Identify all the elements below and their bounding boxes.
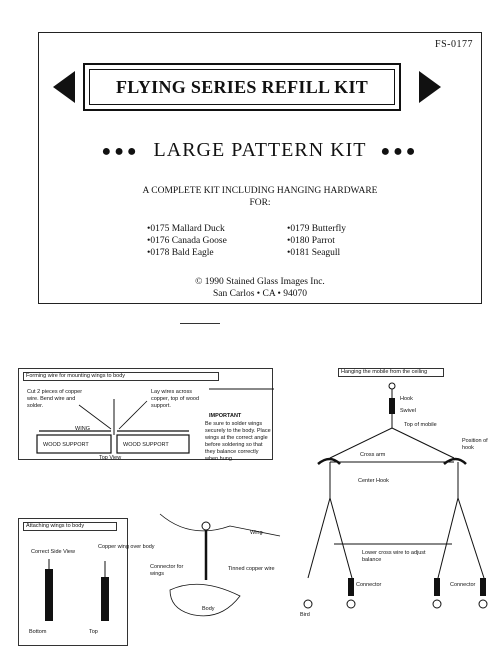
view-label: Bottom: [29, 629, 47, 635]
kit-description: [39, 185, 481, 209]
divider: [180, 323, 220, 324]
diagram-note: Cut 2 pieces of copper wire. Bend wire and solder.: [27, 389, 83, 409]
callout-label: Wing: [250, 530, 263, 536]
diagram-title: Attaching wings to body: [23, 522, 117, 531]
product-label-card: [38, 32, 482, 304]
support-label: WOOD SUPPORT: [123, 442, 169, 448]
copyright-line1: © 1990 Stained Glass Images Inc.: [195, 277, 325, 287]
bullet-dots-right: ●●●: [380, 143, 419, 160]
callout-label: Copper wing over body: [98, 544, 155, 550]
callout-label: Lower cross wire to adjust balance: [362, 550, 426, 563]
important-note: Be sure to solder wings securely to the body. Place wings at the correct angle before soldering so that they balance correctly when hung.: [205, 421, 271, 462]
callout-label: Connector: [356, 582, 382, 588]
wing-mounting-diagram: [18, 368, 273, 460]
important-heading: IMPORTANT: [209, 413, 242, 419]
wing-label: WING: [75, 426, 90, 432]
diagram-note: Lay wires across copper, top of wood support.: [151, 389, 200, 409]
view-label: Top View: [99, 455, 122, 461]
kit-title: FLYING SERIES REFILL KIT: [89, 69, 395, 105]
callout-label: Connector: [450, 582, 476, 588]
product-item: •0180 Parrot: [287, 236, 335, 246]
product-item: •0176 Canada Goose: [147, 236, 227, 246]
subtitle-row: [39, 139, 481, 162]
diagram-title: Hanging the mobile from the ceiling: [338, 368, 444, 377]
callout-label: Bird: [300, 612, 310, 618]
support-label: WOOD SUPPORT: [43, 442, 89, 448]
product-item: •0175 Mallard Duck: [147, 224, 225, 234]
hanging-mobile-diagram: [300, 368, 496, 648]
callout-label: Tinned copper wire: [228, 566, 275, 572]
title-frame: [83, 63, 401, 111]
callout-label: Swivel: [400, 408, 416, 414]
bullet-dots-left: ●●●: [101, 143, 140, 160]
diagram-title: Forming wire for mounting wings to body: [23, 372, 219, 381]
left-arrow-icon: [53, 71, 75, 103]
callout-label: Connector for wings: [150, 564, 184, 577]
callout-label: Top of mobile: [404, 422, 437, 428]
callout-label: Cross arm: [360, 452, 386, 458]
product-item: •0178 Bald Eagle: [147, 248, 214, 258]
diagram-subtitle: Correct Side View: [31, 549, 75, 555]
subtitle: LARGE PATTERN KIT: [153, 139, 367, 161]
wing-attachment-detail: [98, 510, 290, 640]
copyright-line2: San Carlos • CA • 94070: [212, 289, 307, 299]
copyright: [39, 276, 481, 300]
callout-label: Center Hook: [358, 478, 389, 484]
product-code: FS-0177: [435, 39, 473, 50]
hanging-mobile-drawing: [300, 368, 496, 648]
callout-label: Hook: [400, 396, 413, 402]
product-item: •0179 Butterfly: [287, 224, 346, 234]
view-label: Top: [89, 629, 98, 635]
product-item: •0181 Seagull: [287, 248, 341, 258]
right-arrow-icon: [419, 71, 441, 103]
product-column-right: [287, 223, 346, 259]
kit-description-line1: A COMPLETE KIT INCLUDING HANGING HARDWARE: [142, 186, 378, 196]
kit-description-line2: FOR:: [249, 198, 271, 208]
callout-label: Position of hook: [462, 438, 488, 451]
product-column-left: [147, 223, 227, 259]
callout-label: Body: [202, 606, 215, 612]
side-view-drawing: [19, 519, 129, 647]
attaching-wings-diagram: [18, 518, 128, 646]
